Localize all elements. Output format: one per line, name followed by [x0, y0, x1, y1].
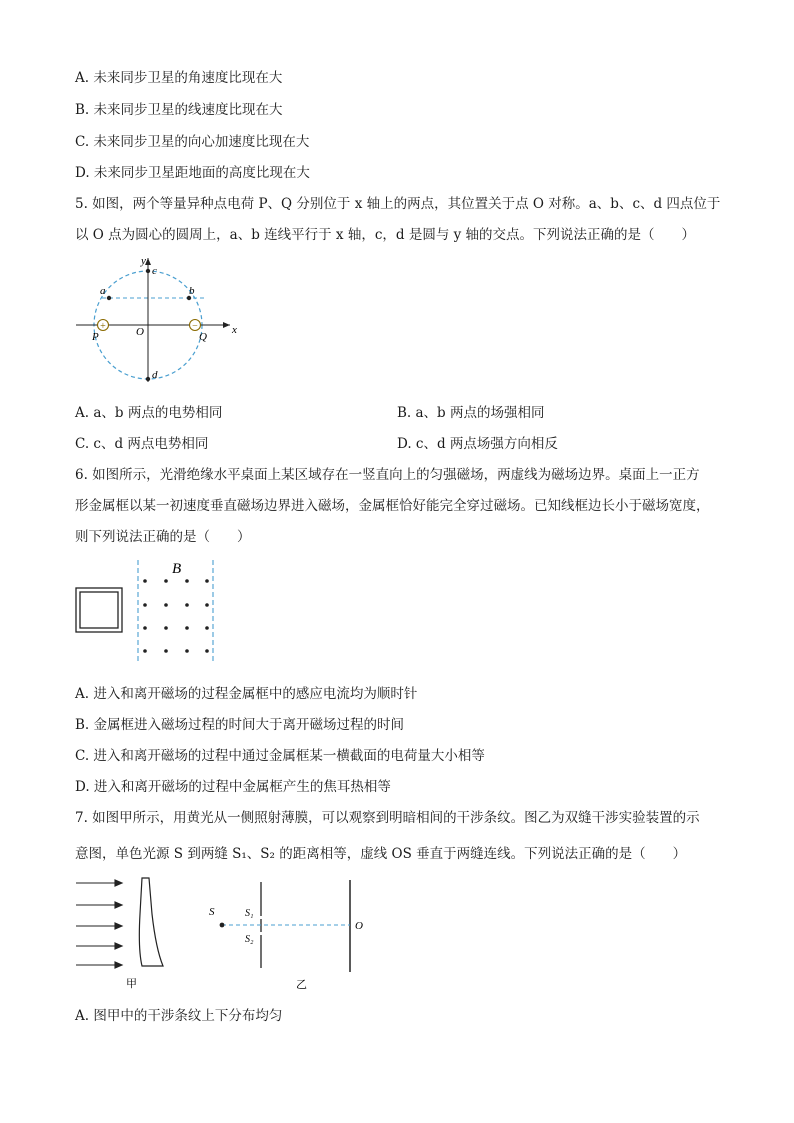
q5-stem-line1: 5. 如图，两个等量异种点电荷 P、Q 分别位于 x 轴上的两点，其位置关于点 O 对称。a、b、c、d 四点位于 — [75, 196, 721, 212]
q5-label-o: O — [136, 326, 144, 338]
q7-figure-yi — [200, 878, 380, 996]
q5-minus-sign: − — [192, 321, 198, 332]
q5-label-x: x — [232, 324, 237, 336]
q4-option-b: B. 未来同步卫星的线速度比现在大 — [75, 102, 283, 118]
q5-option-b: B. a、b 两点的场强相同 — [397, 405, 545, 421]
q6-label-b: B — [172, 561, 182, 577]
q7-label-o: O — [355, 920, 363, 932]
q6-stem-line1: 6. 如图所示，光滑绝缘水平桌面上某区域存在一竖直向上的匀强磁场，两虚线为磁场边界。桌面上一正方 — [75, 467, 700, 483]
q6-stem-line2: 形金属框以某一初速度垂直磁场边界进入磁场，金属框恰好能完全穿过磁场。已知线框边长小于磁场宽度， — [75, 498, 710, 514]
q5-label-c: c — [152, 265, 157, 277]
q5-point-c — [146, 269, 150, 273]
q4-option-d: D. 未来同步卫星距地面的高度比现在大 — [75, 165, 310, 181]
q5-plus-sign: + — [100, 321, 106, 332]
q5-option-d: D. c、d 两点场强方向相反 — [397, 436, 558, 452]
q7-label-s: S — [209, 906, 215, 918]
q5-label-b: b — [189, 285, 195, 297]
q5-figure — [70, 252, 240, 387]
q5-option-c: C. c、d 两点电势相同 — [75, 436, 209, 452]
q6-option-c: C. 进入和离开磁场的过程中通过金属框某一横截面的电荷量大小相等 — [75, 748, 485, 764]
q7-stem-line2: 意图，单色光源 S 到两缝 S₁、S₂ 的距离相等，虚线 OS 垂直于两缝连线。下列说法正确的是（ ） — [75, 846, 687, 862]
q7-thin-film — [139, 878, 163, 966]
q6-frame-outer — [76, 588, 122, 632]
q6-figure — [70, 556, 230, 668]
q5-label-q: Q — [199, 331, 207, 343]
q7-figure-jia — [70, 874, 180, 992]
q7-label-s2: S₂ — [245, 934, 254, 945]
q7-option-a: A. 图甲中的干涉条纹上下分布均匀 — [75, 1008, 283, 1024]
q6-option-b: B. 金属框进入磁场过程的时间大于离开磁场过程的时间 — [75, 717, 405, 733]
q5-point-d — [146, 377, 150, 381]
q5-stem-line2: 以 O 点为圆心的圆周上，a、b 连线平行于 x 轴，c，d 是圆与 y 轴的交点。下列说法正确的是（ ） — [75, 227, 696, 243]
q6-field-dots — [143, 579, 209, 653]
q6-frame-inner — [80, 592, 118, 628]
q4-option-c: C. 未来同步卫星的向心加速度比现在大 — [75, 134, 310, 150]
q5-label-p: P — [92, 331, 99, 343]
q5-point-a — [107, 296, 111, 300]
q6-option-d: D. 进入和离开磁场的过程中金属框产生的焦耳热相等 — [75, 779, 391, 795]
q6-stem-line3: 则下列说法正确的是（ ） — [75, 529, 251, 545]
q7-label-s1: S₁ — [245, 908, 254, 919]
q4-option-a: A. 未来同步卫星的角速度比现在大 — [75, 70, 283, 86]
q5-option-a: A. a、b 两点的电势相同 — [75, 405, 223, 421]
q5-label-a: a — [100, 285, 106, 297]
q7-stem-line1: 7. 如图甲所示，用黄光从一侧照射薄膜，可以观察到明暗相间的干涉条纹。图乙为双缝干涉实验装置的示 — [75, 810, 700, 826]
q7-light-arrows — [76, 880, 122, 968]
q5-label-d: d — [152, 369, 158, 381]
q5-label-y: y — [141, 255, 146, 267]
q7-label-jia: 甲 — [126, 978, 137, 990]
q7-label-yi: 乙 — [296, 979, 307, 991]
q7-source-s — [220, 923, 225, 928]
q6-option-a: A. 进入和离开磁场的过程金属框中的感应电流均为顺时针 — [75, 686, 418, 702]
